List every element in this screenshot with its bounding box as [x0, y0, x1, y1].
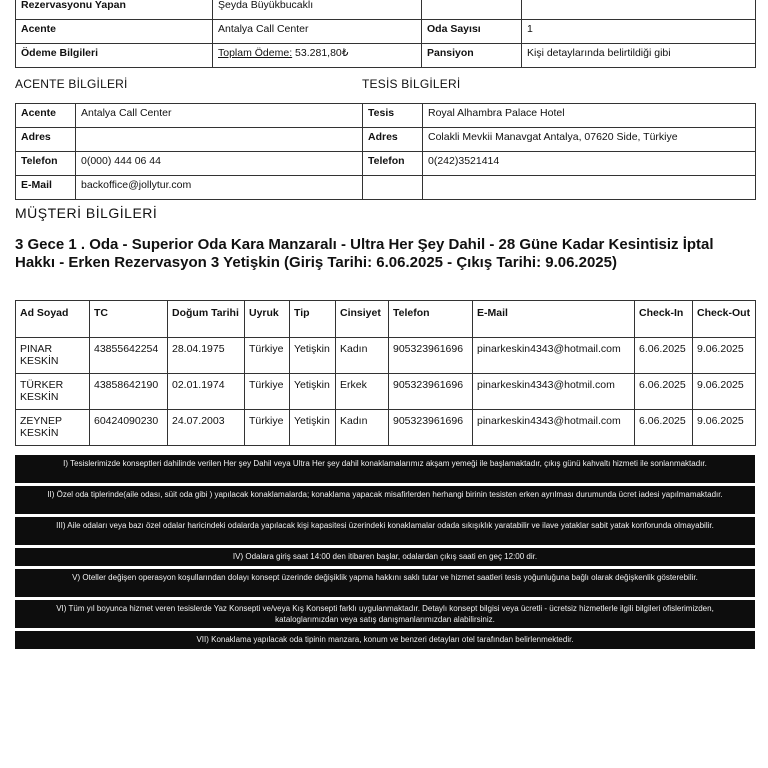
- guest-check-in: 6.06.2025: [635, 338, 693, 374]
- guest-id-number: 43855642254: [90, 338, 168, 374]
- table-row: [16, 410, 756, 446]
- agency-label: Acente: [16, 104, 76, 128]
- agency-address-label: Adres: [16, 128, 76, 152]
- guest-phone: 905323961696: [389, 410, 473, 446]
- table-header-row: [16, 301, 756, 338]
- hotel-phone-value: 0(242)3521414: [423, 152, 756, 176]
- terms-notes: [15, 455, 755, 652]
- column-header: Doğum Tarihi: [168, 301, 245, 338]
- guest-type: Yetişkin: [290, 410, 336, 446]
- note-item: II) Özel oda tiplerinde(aile odası, süit oda gibi ) yapılacak konaklamalarda; konaklama yapacak misafirlerden herhangi birinin tesisten erken ayrılması durumunda ücret iadesi yapılmamaktadır.: [15, 486, 755, 514]
- total-payment-amount: 53.281,80₺: [295, 47, 349, 59]
- agency-address-value: [76, 128, 363, 152]
- table-row: [16, 104, 756, 128]
- empty-cell: [422, 0, 522, 20]
- guest-email: pinarkeskin4343@hotmail.com: [473, 338, 635, 374]
- note-item: IV) Odalara giriş saat 14:00 den itibaren başlar, odalardan çıkış saati en geç 12:00 dir.: [15, 548, 755, 566]
- room-count-label: Oda Sayısı: [422, 20, 522, 44]
- table-row: [16, 152, 756, 176]
- guest-type: Yetişkin: [290, 338, 336, 374]
- empty-cell: [423, 176, 756, 200]
- guest-gender: Erkek: [336, 374, 389, 410]
- board-type-value: Kişi detaylarında belirtildiği gibi: [522, 44, 756, 68]
- column-header: Tip: [290, 301, 336, 338]
- payment-info-label: Ödeme Bilgileri: [16, 44, 213, 68]
- guest-check-in: 6.06.2025: [635, 374, 693, 410]
- guest-email: pinarkeskin4343@hotmail.com: [473, 410, 635, 446]
- guest-type: Yetişkin: [290, 374, 336, 410]
- guest-birth-date: 02.01.1974: [168, 374, 245, 410]
- column-header: Uyruk: [245, 301, 290, 338]
- agency-section-title: ACENTE BİLGİLERİ: [15, 77, 128, 91]
- table-row: [16, 128, 756, 152]
- total-payment-label: Toplam Ödeme:: [218, 47, 293, 59]
- column-header: Check-In: [635, 301, 693, 338]
- reserved-by-label: Rezervasyonu Yapan: [16, 0, 213, 20]
- guest-check-out: 9.06.2025: [693, 338, 756, 374]
- guest-name: TÜRKER KESKİN: [16, 374, 90, 410]
- note-item: VII) Konaklama yapılacak oda tipinin manzara, konum ve benzeri detayları otel tarafından belirlenmektedir.: [15, 631, 755, 649]
- guest-name: ZEYNEP KESKİN: [16, 410, 90, 446]
- customer-section-title: MÜŞTERİ BİLGİLERİ: [15, 205, 158, 221]
- guest-gender: Kadın: [336, 410, 389, 446]
- guest-check-in: 6.06.2025: [635, 410, 693, 446]
- agency-label: Acente: [16, 20, 213, 44]
- guest-nationality: Türkiye: [245, 338, 290, 374]
- guest-check-out: 9.06.2025: [693, 374, 756, 410]
- empty-cell: [363, 176, 423, 200]
- reserved-by-value: Şeyda Büyükbucaklı: [213, 0, 422, 20]
- column-header: E-Mail: [473, 301, 635, 338]
- agency-value: Antalya Call Center: [76, 104, 363, 128]
- room-count-value: 1: [522, 20, 756, 44]
- table-row: [16, 44, 756, 68]
- guest-birth-date: 28.04.1975: [168, 338, 245, 374]
- guest-phone: 905323961696: [389, 374, 473, 410]
- hotel-label: Tesis: [363, 104, 423, 128]
- column-header: Check-Out: [693, 301, 756, 338]
- hotel-address-value: Colakli Mevkii Manavgat Antalya, 07620 Side, Türkiye: [423, 128, 756, 152]
- guest-nationality: Türkiye: [245, 410, 290, 446]
- payment-info-value: [213, 44, 422, 68]
- board-type-label: Pansiyon: [422, 44, 522, 68]
- table-row: [16, 374, 756, 410]
- agency-value: Antalya Call Center: [213, 20, 422, 44]
- agency-hotel-table: [15, 103, 756, 200]
- column-header: Telefon: [389, 301, 473, 338]
- guest-email: pinarkeskin4343@hotmil.com: [473, 374, 635, 410]
- column-header: Cinsiyet: [336, 301, 389, 338]
- hotel-address-label: Adres: [363, 128, 423, 152]
- table-row: [16, 338, 756, 374]
- agency-email-value: backoffice@jollytur.com: [76, 176, 363, 200]
- hotel-phone-label: Telefon: [363, 152, 423, 176]
- column-header: TC: [90, 301, 168, 338]
- guest-nationality: Türkiye: [245, 374, 290, 410]
- guest-check-out: 9.06.2025: [693, 410, 756, 446]
- guest-gender: Kadın: [336, 338, 389, 374]
- hotel-section-title: TESİS BİLGİLERİ: [362, 77, 461, 91]
- booking-headline: 3 Gece 1 . Oda - Superior Oda Kara Manzaralı - Ultra Her Şey Dahil - 28 Güne Kadar Kesintisiz İptal Hakkı - Erken Rezervasyon 3 Yetişkin (Giriş Tarihi: 6.06.2025 - Çıkış Tarihi: 9.06.2025): [15, 236, 714, 271]
- guest-id-number: 43858642190: [90, 374, 168, 410]
- table-row: [16, 0, 756, 20]
- agency-phone-value: 0(000) 444 06 44: [76, 152, 363, 176]
- guest-id-number: 60424090230: [90, 410, 168, 446]
- empty-cell: [522, 0, 756, 20]
- table-row: [16, 20, 756, 44]
- guest-birth-date: 24.07.2003: [168, 410, 245, 446]
- agency-email-label: E-Mail: [16, 176, 76, 200]
- agency-phone-label: Telefon: [16, 152, 76, 176]
- note-item: I) Tesislerimizde konseptleri dahilinde verilen Her şey Dahil veya Ultra Her şey dahil konaklamalarımız akşam yemeği ile başlamaktadır, çıkış günü kahvaltı hizmeti ile sonlanmaktadır.: [15, 455, 755, 483]
- reservation-summary-table: [15, 0, 756, 68]
- hotel-value: Royal Alhambra Palace Hotel: [423, 104, 756, 128]
- table-row: [16, 176, 756, 200]
- note-item: VI) Tüm yıl boyunca hizmet veren tesislerde Yaz Konsepti ve/veya Kış Konsepti farklı uygulanmaktadır. Detaylı konsept bilgisi veya ücretli - ücretsiz hizmetlerle ilgili bilgileri ofislerimizden, kataloglarımızdan veya satış danışmanlarımızdan alabilirsiniz.: [15, 600, 755, 628]
- note-item: V) Oteller değişen operasyon koşullarından dolayı konsept üzerinde değişiklik yapma hakkını saklı tutar ve hizmet saatleri tesis yoğunluğuna bağlı olarak değişkenlik gösterebilir.: [15, 569, 755, 597]
- note-item: III) Aile odaları veya bazı özel odalar haricindeki odalarda yapılacak kişi kapasitesi üzerindeki konaklamalar odada sıkışıklık yaratabilir ve ilave yataklar sabit yatak konforunda olmayabilir.: [15, 517, 755, 545]
- guest-phone: 905323961696: [389, 338, 473, 374]
- guest-table: [15, 300, 756, 446]
- guest-name: PINAR KESKİN: [16, 338, 90, 374]
- column-header: Ad Soyad: [16, 301, 90, 338]
